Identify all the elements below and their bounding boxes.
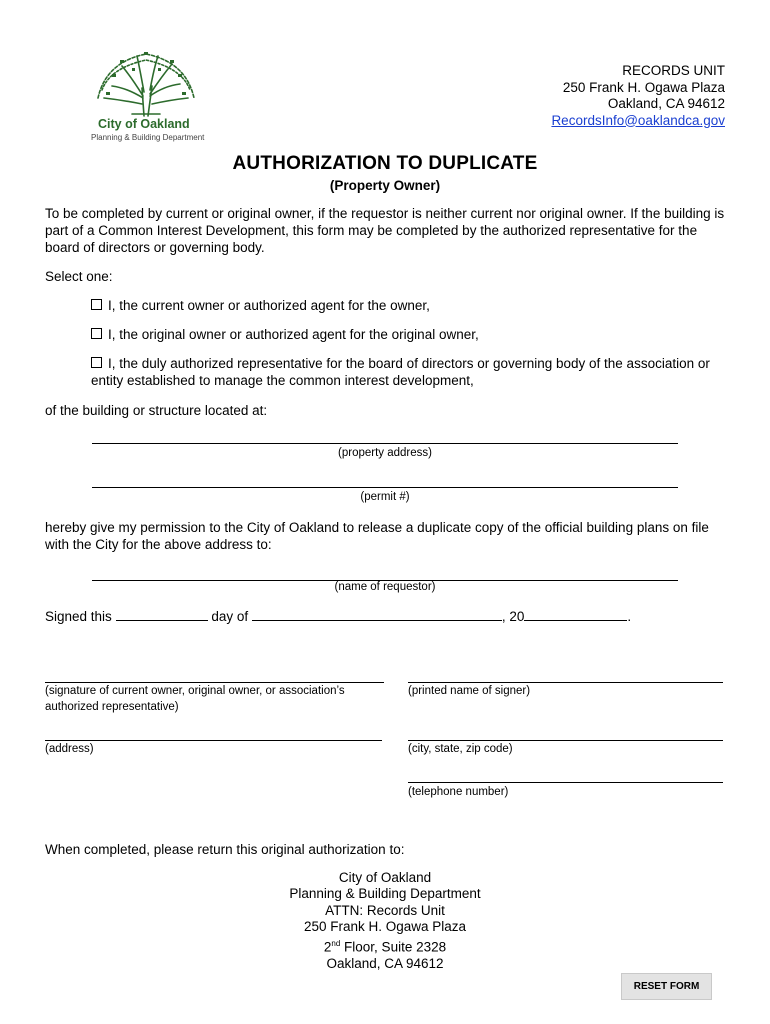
intro-paragraph: To be completed by current or original owner, if the requestor is neither current nor original owner. If the building is part of a Common Interest Development, this form may be completed by the authorized representative for the board of directors or governing body. [45,206,725,255]
option-label: I, the duly authorized representative for the board of directors or governing body of the association or entity established to manage the common interest development, [91,356,710,388]
logo-title: City of Oakland [98,117,190,131]
return-instructions: When completed, please return this original authorization to: [45,842,405,857]
permit-number-caption: (permit #) [360,491,410,503]
return-line-1: City of Oakland [338,870,432,885]
city-state-zip-field[interactable] [408,726,723,741]
checkbox-original-owner[interactable] [91,328,102,339]
return-line-3: ATTN: Records Unit [325,902,445,918]
city-state-zip-caption: (city, state, zip code) [408,743,513,755]
signed-day-field[interactable] [116,608,208,621]
option-authorized-representative[interactable] [91,355,741,389]
option-label: I, the current owner or authorized agent for the owner, [108,298,430,313]
floor-ordinal: nd [331,938,341,948]
year-prefix-label: , 20 [501,609,525,624]
return-line-6: Oakland, CA 94612 [326,955,444,971]
select-one-label: Select one: [45,269,113,284]
return-address-block [0,870,770,972]
signature-field[interactable] [45,668,384,683]
records-email-link[interactable]: RecordsInfo@oaklandca.gov [551,112,725,128]
floor-suite: Floor, Suite 2328 [340,939,447,955]
signed-month-field[interactable] [252,608,502,621]
reset-form-button[interactable]: RESET FORM [621,973,712,1000]
permission-paragraph: hereby give my permission to the City of Oakland to release a duplicate copy of the official building plans on file with the City for the above address to: [45,520,709,552]
option-original-owner[interactable] [91,326,741,343]
printed-name-field[interactable] [408,668,723,683]
option-current-owner[interactable] [91,297,741,314]
return-line-4: 250 Frank H. Ogawa Plaza [303,919,467,935]
signed-year-field[interactable] [524,608,627,621]
checkbox-authorized-representative[interactable] [91,357,102,368]
printed-name-caption: (printed name of signer) [408,685,531,697]
option-label: I, the original owner or authorized agent for the original owner, [108,327,479,342]
located-at-label: of the building or structure located at: [45,403,268,418]
requestor-name-caption: (name of requestor) [334,581,436,593]
period: . [627,609,632,624]
records-unit-address [551,63,725,129]
requestor-name-field[interactable] [92,566,678,581]
return-line-5 [0,936,770,956]
floor-number: 2 [323,939,332,955]
property-address-caption: (property address) [338,447,432,459]
address-line-1: RECORDS UNIT [622,63,725,78]
telephone-caption: (telephone number) [408,786,509,798]
telephone-field[interactable] [408,768,723,783]
checkbox-current-owner[interactable] [91,299,102,310]
signed-this-label: Signed this [45,609,112,624]
signed-date-row [45,608,631,624]
form-subtitle: (Property Owner) [329,178,441,193]
logo-subtitle: Planning & Building Department [91,133,205,142]
signature-caption: (signature of current owner, original owner, or association’s authorized representative) [45,685,345,713]
address-line-2: 250 Frank H. Ogawa Plaza [562,79,725,95]
signer-address-caption: (address) [45,743,94,755]
signer-address-field[interactable] [45,726,382,741]
return-line-2: Planning & Building Department [289,886,481,902]
form-title: AUTHORIZATION TO DUPLICATE [232,153,538,174]
property-address-field[interactable] [92,429,678,444]
permit-number-field[interactable] [92,473,678,488]
day-of-label: day of [211,609,249,624]
address-line-3: Oakland, CA 94612 [607,96,725,111]
